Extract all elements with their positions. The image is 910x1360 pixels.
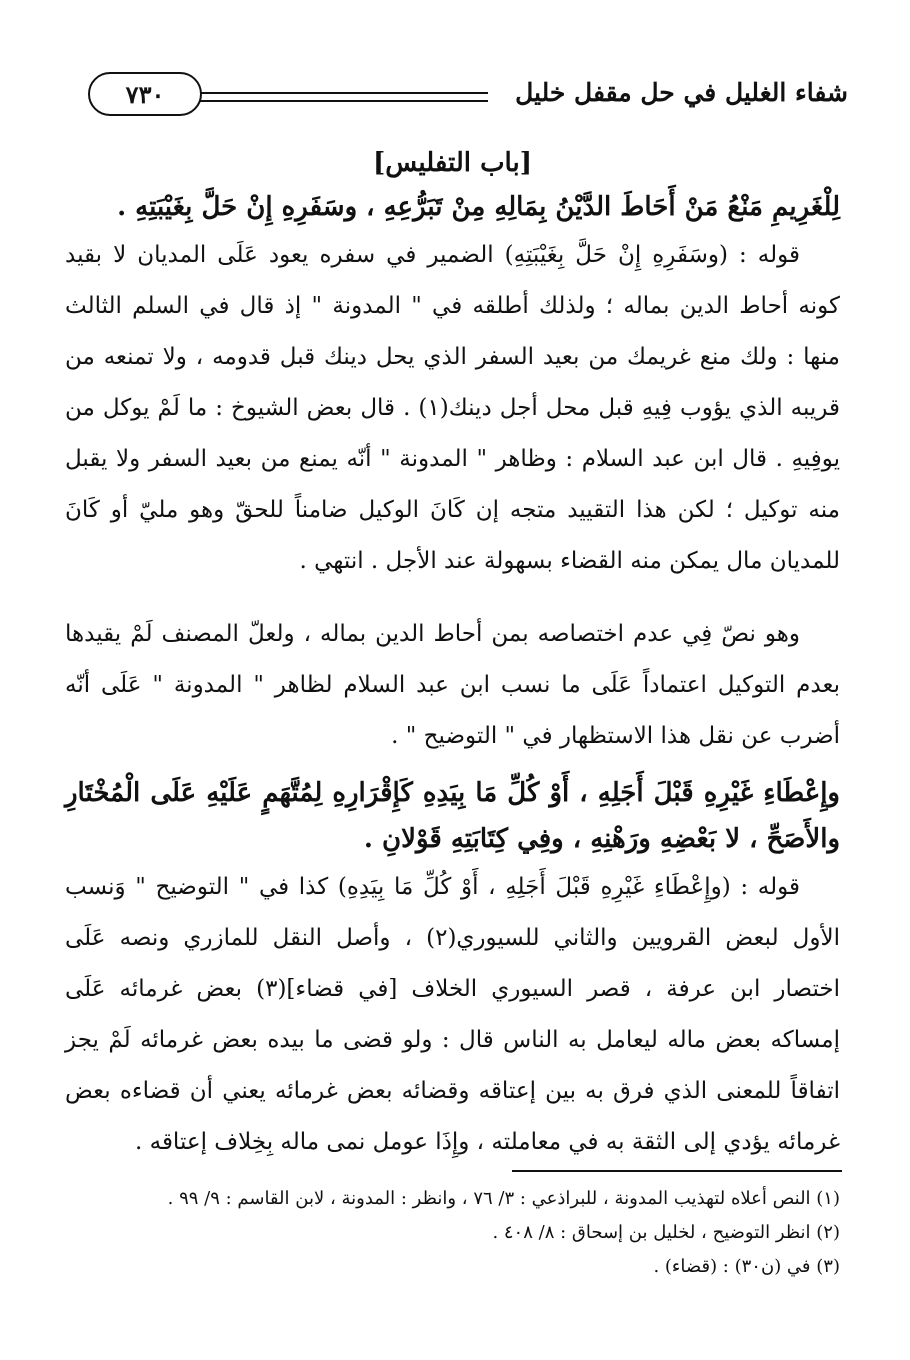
commentary-paragraph: قوله : (وإِعْطَاءِ غَيْرِهِ قَبْلَ أَجَلِهِ ، أَوْ كُلِّ مَا بِيَدِهِ) كذا في " التوضيح " وَنسب الأول لبعض القرويين والثاني للسيوري(٢) ، وأصل النقل للمازري ونصه عَلَى اختصار ابن عرفة ، قصر السيوري الخلاف [في قضاء](٣) بعض غرمائه عَلَى إمساكه بعض ماله ليعامل به الناس قال : ولو قضى ما بيده بعض غرمائه لَمْ يجز اتفاقاً للمعنى الذي فرق به بين إعتاقه وقضائه بعض غرمائه يعني أن قضاءه بعض غرمائه يؤدي إلى الثقة به في معاملته ، وإِذَا عومل نمى ماله بِخِلاف إعتاقه .	[65, 874, 840, 1155]
header-double-rule	[188, 92, 488, 102]
footnote-separator	[512, 1170, 842, 1172]
footnote: (١) النص أعلاه لتهذيب المدونة ، للبراذعي : ٣/ ٧٦ ، وانظر : المدونة ، لابن القاسم : ٩/ ٩٩ .	[167, 1188, 840, 1209]
paragraph-spacer	[65, 762, 840, 770]
commentary-paragraph: قوله : (وسَفَرِهِ إِنْ حَلَّ بِغَيْبَتِهِ) الضمير في سفره يعود عَلَى المديان لا بقيد كونه أحاط الدين بماله ؛ ولذلك أطلقه في " المدونة " إذ قال في السلم الثالث منها : ولك منع غريمك من بعيد السفر الذي يحل دينك قبل قدومه ، ولا تمنعه من قريبه الذي يؤوب فِيهِ قبل محل أجل دينك(١) . قال بعض الشيوخ : ما لَمْ يوكل من يوفِيهِ . قال ابن عبد السلام : وظاهر " المدونة " أنّه يمنع من بعيد السفر ولا يقبل منه توكيل ؛ لكن هذا التقييد متجه إن كَانَ الوكيل ضامناً للحقّ وهو مليّ أو كَانَ للمديان مال يمكن منه القضاء بسهولة عند الأجل . انتهي .	[65, 242, 840, 574]
footnotes	[65, 1182, 840, 1284]
chapter-title: [باب التفليس]	[372, 148, 533, 178]
page-header	[88, 72, 848, 120]
paragraph-spacer	[65, 587, 840, 609]
matn-text: وإِعْطَاءِ غَيْرِهِ قَبْلَ أَجَلِهِ ، أَوْ كُلِّ مَا بِيَدِهِ كَإِقْرَارِهِ لِمُتَّهَمٍ عَلَيْهِ عَلَى الْمُخْتَارِ والأَصَحِّ ، لا بَعْضِهِ ورَهْنِهِ ، وفِي كِتَابَتِهِ قَوْلانِ .	[65, 778, 840, 854]
footnote: (٢) انظر التوضيح ، لخليل بن إسحاق : ٨/ ٤٠٨ .	[492, 1222, 840, 1243]
page-body	[65, 140, 840, 1168]
page-number: ٧٣٠	[88, 72, 202, 116]
commentary-paragraph: وهو نصّ فِي عدم اختصاصه بمن أحاط الدين بماله ، ولعلّ المصنف لَمْ يقيدها بعدم التوكيل اعتماداً عَلَى ما نسب ابن عبد السلام لظاهر " المدونة " عَلَى أنّه أضرب عن نقل هذا الاستظهار في " التوضيح " .	[65, 621, 840, 749]
footnote: (٣) في (ن٣٠) : (قضاء) .	[653, 1256, 840, 1277]
matn-text: لِلْغَرِيمِ مَنْعُ مَنْ أَحَاطَ الدَّيْنُ بِمَالِهِ مِنْ تَبَرُّعِهِ ، وسَفَرِهِ إِنْ حَلَّ بِغَيْبَتِهِ .	[117, 192, 840, 222]
book-title: شفاء الغليل في حل مقفل خليل	[515, 78, 848, 107]
